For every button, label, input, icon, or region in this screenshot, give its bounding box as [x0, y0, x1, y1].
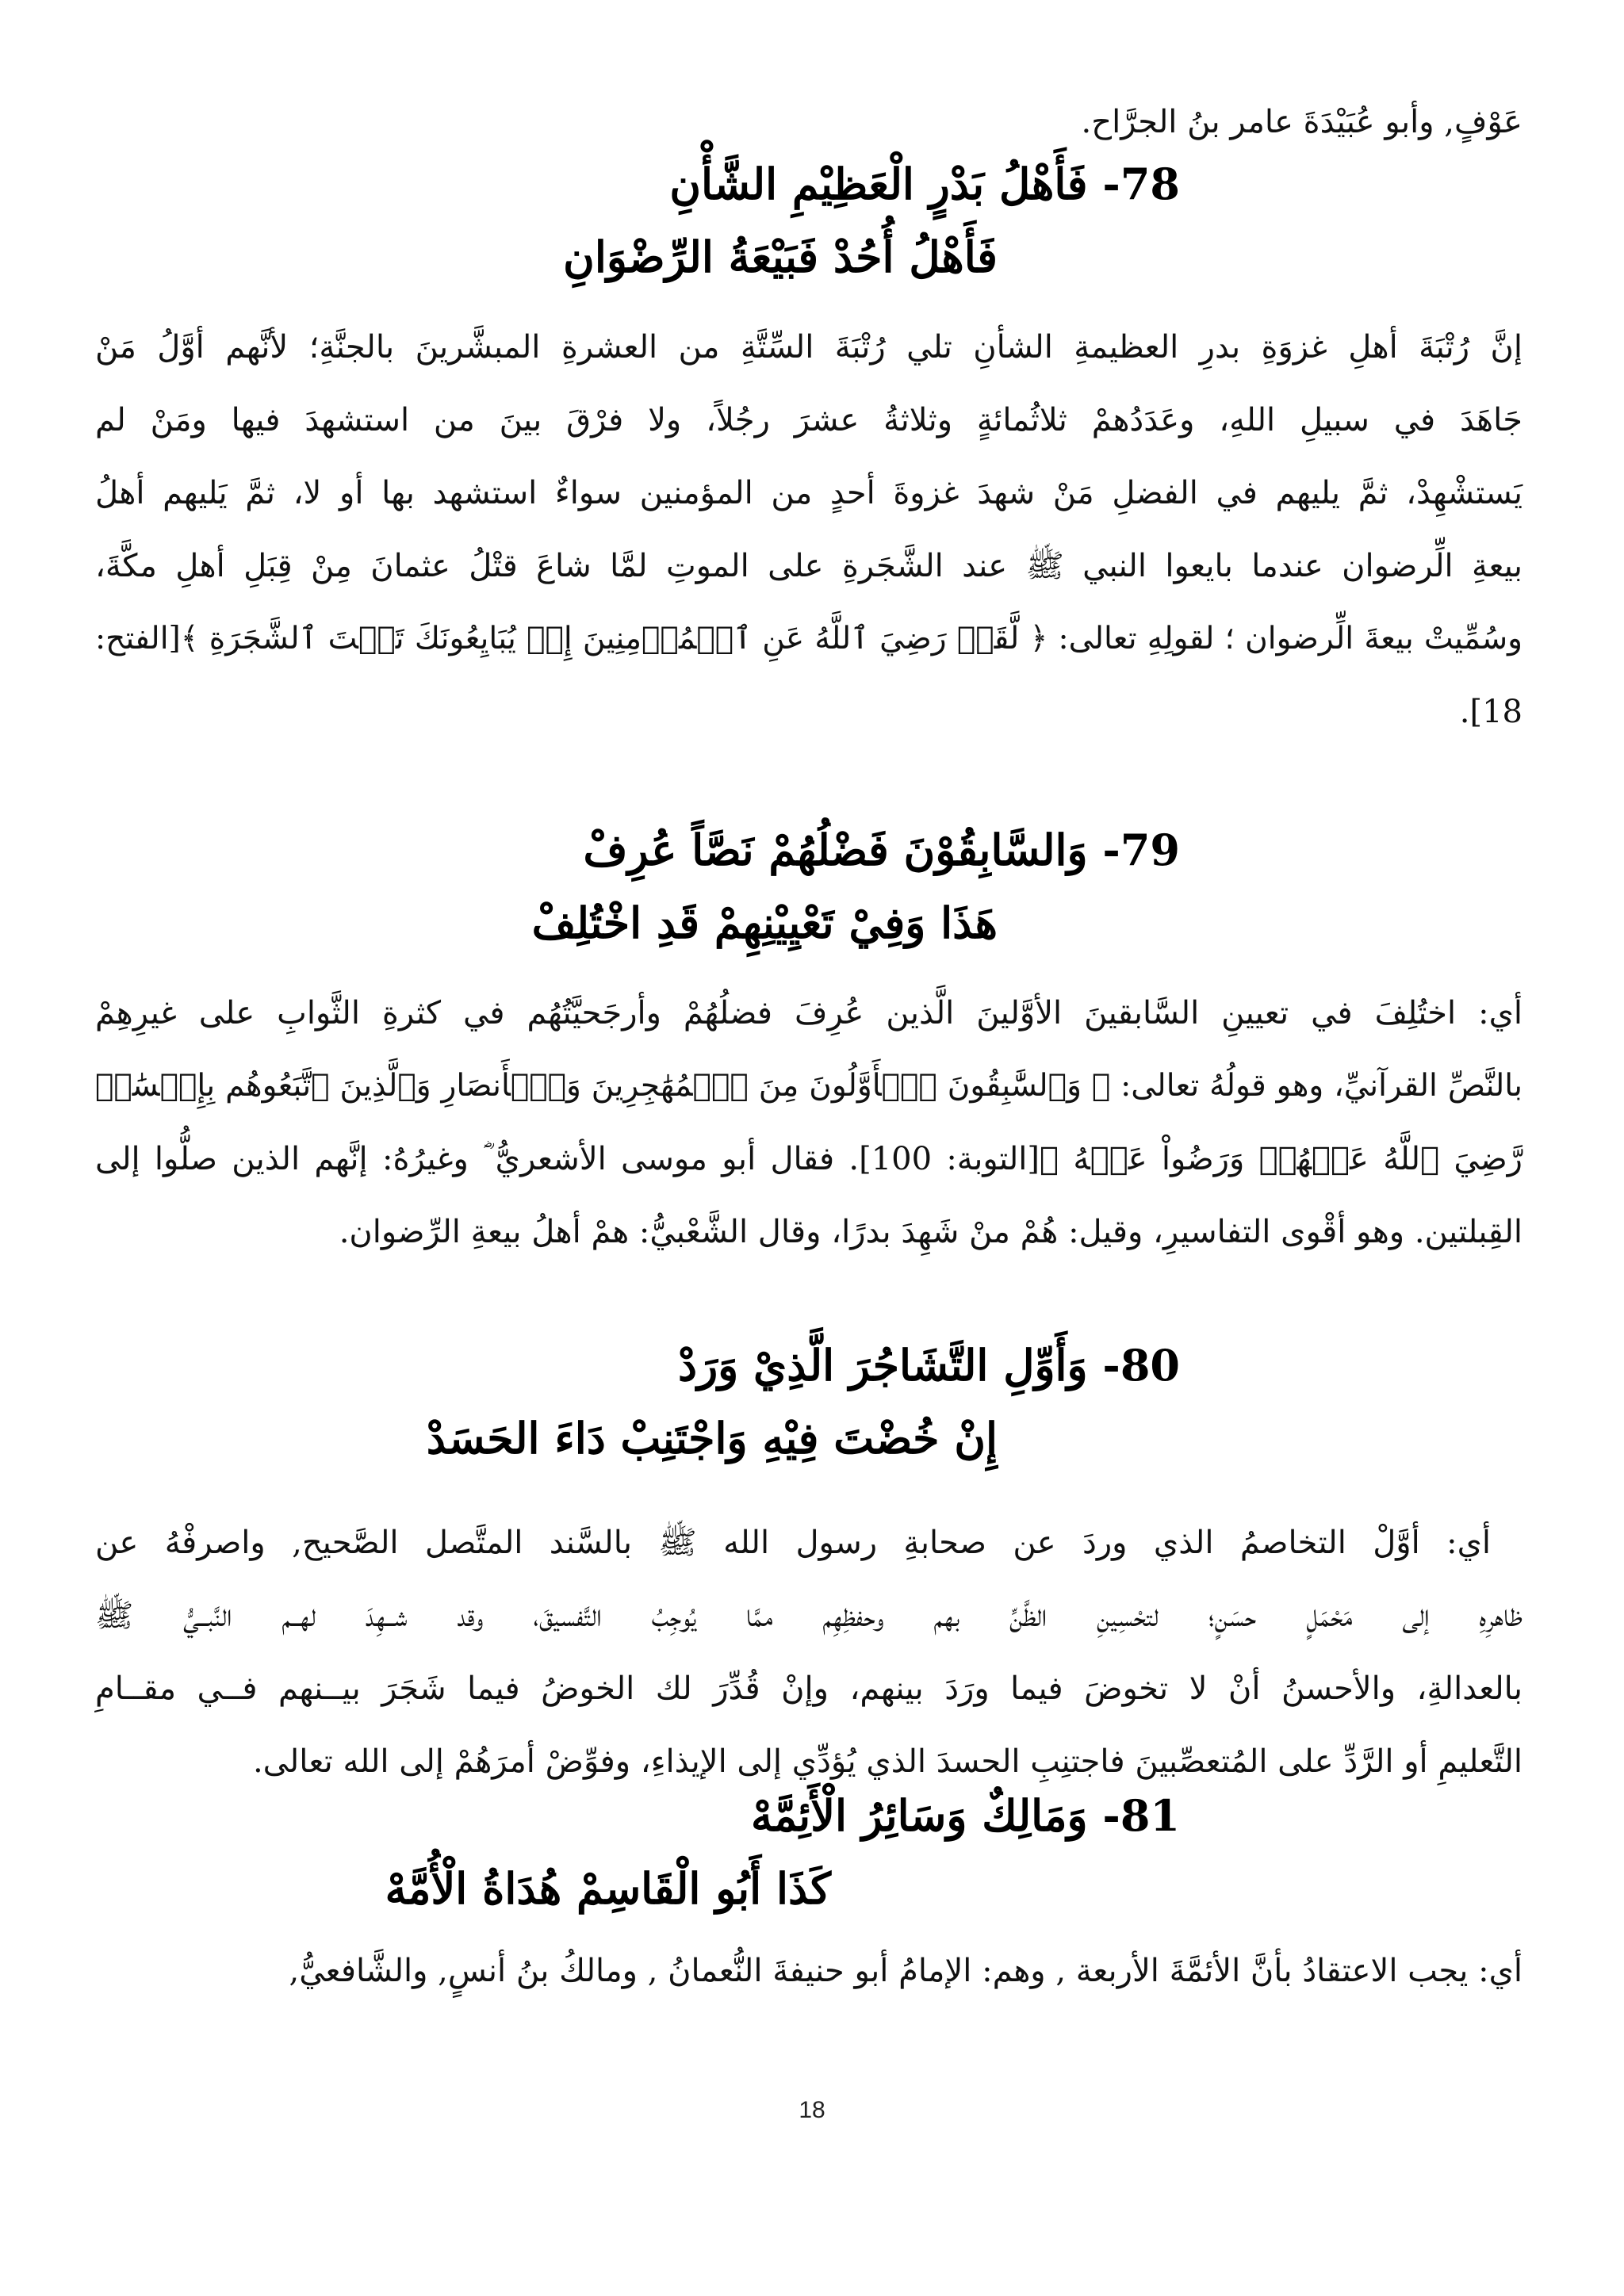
verse-80-first-hemistich: 80- وَأَوِّلِ التَّشَاجُرَ الَّذِيْ وَرَدْ — [678, 1340, 1180, 1391]
text-line: التَّعليمِ أو الرَّدِّ على المُتعصِّبينَ فاجتنِبِ الحسدَ الذي يُؤدِّي إلى الإيذاءِ، وفوِّضْ أمرَهُمْ إلى الله تعالى. — [252, 1743, 1522, 1780]
text-line: إنَّ رُتْبَةَ أهلِ غزوَةِ بدرِ العظيمةِ الشأنِ تلي رُتْبَةَ السِّتَّةِ من العشرةِ المبشَّرينَ بالجنَّةِ؛ لأنَّهم أوَّلُ مَنْ — [95, 329, 1522, 365]
text-line: أي: يجب الاعتقادُ بأنَّ الأئمَّةَ الأربعة , وهم: الإمامُ أبو حنيفةَ النُّعمانُ , ومالكُ بنُ أنسٍ, والشَّافعيُّ, — [289, 1953, 1522, 1989]
verse-79-second-hemistich: هَذَا وَفِيْ تَعْيِيْنِهِمْ قَدِ اخْتُلِفْ — [531, 897, 998, 948]
commentary-paragraph — [95, 1506, 1522, 1798]
page-number: 18 — [799, 2097, 825, 2123]
text-line: ظاهرِهِ إلى مَحْمَلٍ حسَنٍ؛ لتحْسِينِ الظَّنِّ بهم وحفظِهِم ممَّا يُوجِبُ التَّفسيقَ، وقد شــهِدَ لهــم النَّبــيُّ ﷺ — [95, 1598, 1522, 1634]
verse-81-first-hemistich: 81- وَمَالِكٌ وَسَائِرُ الْأَئِمَّهْ — [751, 1790, 1180, 1841]
commentary-paragraph — [95, 311, 1522, 748]
text-line: رَّضِيَ ٱللَّهُ عَنۡهُمۡ وَرَضُواْ عَنۡهُ ﴾[التوبة: 100]. فقال أبو موسى الأشعريُّ ؓ وغيرُهُ: إنَّهم الذين صلُّوا إلى — [95, 1141, 1522, 1177]
verse-78-first-hemistich: 78- فَأَهْلُ بَدْرٍ الْعَظِيْمِ الشَّأْنِ — [669, 159, 1180, 209]
text-line: 18]. — [1459, 694, 1522, 730]
verse-79-first-hemistich: 79- وَالسَّابِقُوْنَ فَضْلُهُمْ نَصَّاً عُرِفْ — [583, 825, 1180, 875]
text-line: يَستشْهِدْ، ثمَّ يليهم في الفضلِ مَنْ شهدَ غزوةَ أحدٍ من المؤمنين سواءٌ استشهد بها أو لا، ثمَّ يَليهم أهلُ — [95, 475, 1522, 511]
text-line: وسُمِّيتْ بيعةَ الِّرضوان ؛ لقولِهِ تعالى: ﴿ لَّقَدۡ رَضِيَ ٱللَّهُ عَنِ ٱلۡمُؤۡمِنِينَ إِذۡ يُبَايِعُونَكَ تَحۡتَ ٱلشَّجَرَةِ ﴾[الفتح: — [95, 621, 1522, 656]
text-line: أي: اختُلِفَ في تعيينِ السَّابقينَ الأوَّلينَ الَّذين عُرِفَ فضلُهُمْ وأرجَحيَّتُهُم في كثرةِ الثَّوابِ على غيرِهِمْ — [95, 995, 1522, 1031]
text-line: بالنَّصِّ القرآنيِّ، وهو قولُهُ تعالى: ﴿ وَٱلسَّٰبِقُونَ ٱلۡأَوَّلُونَ مِنَ ٱلۡمُهَٰجِرِينَ وَٱلۡأَنصَارِ وَٱلَّذِينَ ٱتَّبَعُوهُم بِإِحۡسَٰنٖ — [95, 1068, 1522, 1104]
commentary-paragraph — [95, 977, 1522, 1269]
text-line: بالعدالةِ، والأحسنُ أنْ لا تخوضَ فيما ورَدَ بينهم، وإنْ قُدِّرَ لك الخوضُ فيما شَجَرَ بيــنهم فــي مقــامِ — [95, 1670, 1522, 1707]
verse-78-second-hemistich: فَأَهْلُ أُحُدْ فَبَيْعَةُ الرِّضْوَانِ — [563, 232, 998, 282]
text-line: بيعةِ الِّرضوان عندما بايعوا النبي ﷺ عند الشَّجَرةِ على الموتِ لمَّا شاعَ قتْلُ عثمانَ مِنْ قِبَلِ أهلِ مكَّةَ، — [95, 548, 1522, 584]
text-line: عَوْفٍ, وأبو عُبَيْدَةَ عامر بنُ الجرَّاح. — [1081, 104, 1522, 140]
commentary-paragraph — [95, 1934, 1522, 2007]
text-line: القِبلتين. وهو أقْوى التفاسيرِ، وقيل: هُمْ منْ شَهِدَ بدرًا، وقال الشَّعْبيُّ: همْ أهلُ بيعةِ الرِّضوان. — [339, 1214, 1522, 1250]
verse-81-second-hemistich: كَذَا أَبُو الْقَاسِمْ هُدَاةُ الْأُمَّهْ — [385, 1863, 831, 1914]
text-line: جَاهَدَ في سبيلِ اللهِ، وعَدَدُهمْ ثلاثُمائةٍ وثلاثةُ عشرَ رجُلاً، ولا فرْقَ بينَ من استشهدَ فيها ومَنْ لم — [95, 402, 1522, 438]
text-line: أي: أوَّلْ التخاصمُ الذي وردَ عن صحابةِ رسول الله ﷺ بالسَّند المتَّصل الصَّحيح, واصرفْهُ عن — [95, 1525, 1491, 1561]
paragraph-continuation — [95, 86, 1522, 159]
verse-80-second-hemistich: إِنْ خُضْتَ فِيْهِ وَاجْتَنِبْ دَاءَ الحَسَدْ — [426, 1413, 998, 1464]
